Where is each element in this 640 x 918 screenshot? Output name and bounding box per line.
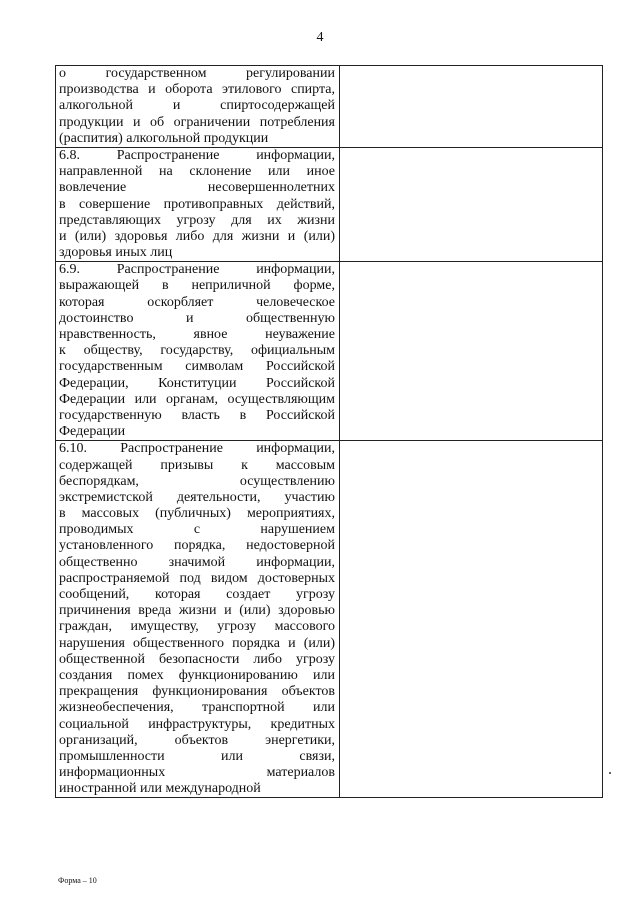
table-row — [56, 441, 603, 798]
text-line: экстремистской деятельности, участию — [59, 489, 335, 505]
table-row — [56, 147, 603, 261]
text-line: Федерации или органам, осуществляющим — [59, 391, 335, 407]
row-text-cell — [56, 147, 340, 261]
text-line: выражающей в неприличной форме, — [59, 278, 335, 294]
text-line: промышленности или связи, — [59, 748, 335, 764]
text-line: нравственность, явное неуважение — [59, 327, 335, 342]
text-line: распространяемой под видом достоверных — [59, 570, 335, 586]
text-line: государственным символам Российской — [59, 359, 335, 375]
text-line: производства и оборота этилового спирта, — [59, 82, 335, 98]
scan-speck — [609, 772, 611, 774]
row-text-cell — [56, 262, 340, 441]
form-footer: Форма – 10 — [58, 876, 97, 885]
text-line: социальной инфраструктуры, кредитных — [59, 716, 335, 732]
text-line: прекращения функционирования объектов — [59, 684, 335, 700]
text-line: беспорядкам, осуществлению — [59, 473, 335, 489]
row-blank-cell — [340, 262, 603, 441]
text-line: к обществу, государству, официальным — [59, 343, 335, 359]
text-line: здоровья иных лиц — [59, 245, 173, 261]
text-line: продукции и об ограничении потребления — [59, 114, 335, 130]
text-line: создания помех функционированию или — [59, 667, 335, 683]
text-line: установленного порядка, недостоверной — [59, 538, 335, 554]
text-line: нарушения общественного порядка и (или) — [59, 635, 335, 651]
text-line: 6.10. Распространение информации, — [59, 441, 335, 457]
text-line: и (или) здоровья либо для жизни и (или) — [59, 228, 335, 244]
text-line: вовлечение несовершеннолетних — [59, 180, 335, 196]
text-line: Федерации, Конституции Российской — [59, 375, 335, 391]
text-line: о государственном регулировании — [59, 66, 335, 81]
row-blank-cell — [340, 66, 603, 148]
row-text-cell — [56, 66, 340, 148]
text-line: направленной на склонение или иное — [59, 164, 335, 180]
text-line: государственную власть в Российской — [59, 407, 335, 423]
text-line: в массовых (публичных) мероприятиях, — [59, 506, 335, 522]
text-line: достоинство и общественную — [59, 310, 335, 326]
text-line: 6.9. Распространение информации, — [59, 262, 335, 278]
text-line: иностранной или международной — [59, 781, 261, 797]
text-line: граждан, имуществу, угрозу массового — [59, 619, 335, 635]
text-line: жизнеобеспечения, транспортной или — [59, 700, 335, 716]
text-line: общественной безопасности либо угрозу — [59, 651, 335, 667]
text-line: в совершение противоправных действий, — [59, 196, 335, 212]
text-line: проводимых с нарушением — [59, 522, 335, 538]
row-blank-cell — [340, 147, 603, 261]
text-line: сообщений, которая создает угрозу — [59, 587, 335, 602]
text-line: алкогольной и спиртосодержащей — [59, 98, 335, 114]
table-row — [56, 262, 603, 441]
text-line: организаций, объектов энергетики, — [59, 732, 335, 748]
text-line: содержащей призывы к массовым — [59, 457, 335, 473]
row-blank-cell — [340, 441, 603, 798]
text-line: 6.8. Распространение информации, — [59, 147, 335, 163]
text-line: причинения вреда жизни и (или) здоровью — [59, 603, 335, 619]
text-line: которая оскорбляет человеческое — [59, 294, 335, 310]
text-line: общественно значимой информации, — [59, 554, 335, 570]
row-text-cell — [56, 441, 340, 798]
text-line: представляющих угрозу для их жизни — [59, 212, 335, 228]
text-line: (распития) алкогольной продукции — [59, 130, 269, 146]
page-number: 4 — [316, 30, 324, 45]
text-line: информационных материалов — [59, 765, 335, 781]
text-line: Федерации — [59, 424, 126, 440]
table-row — [56, 66, 603, 148]
content-table — [55, 65, 603, 798]
